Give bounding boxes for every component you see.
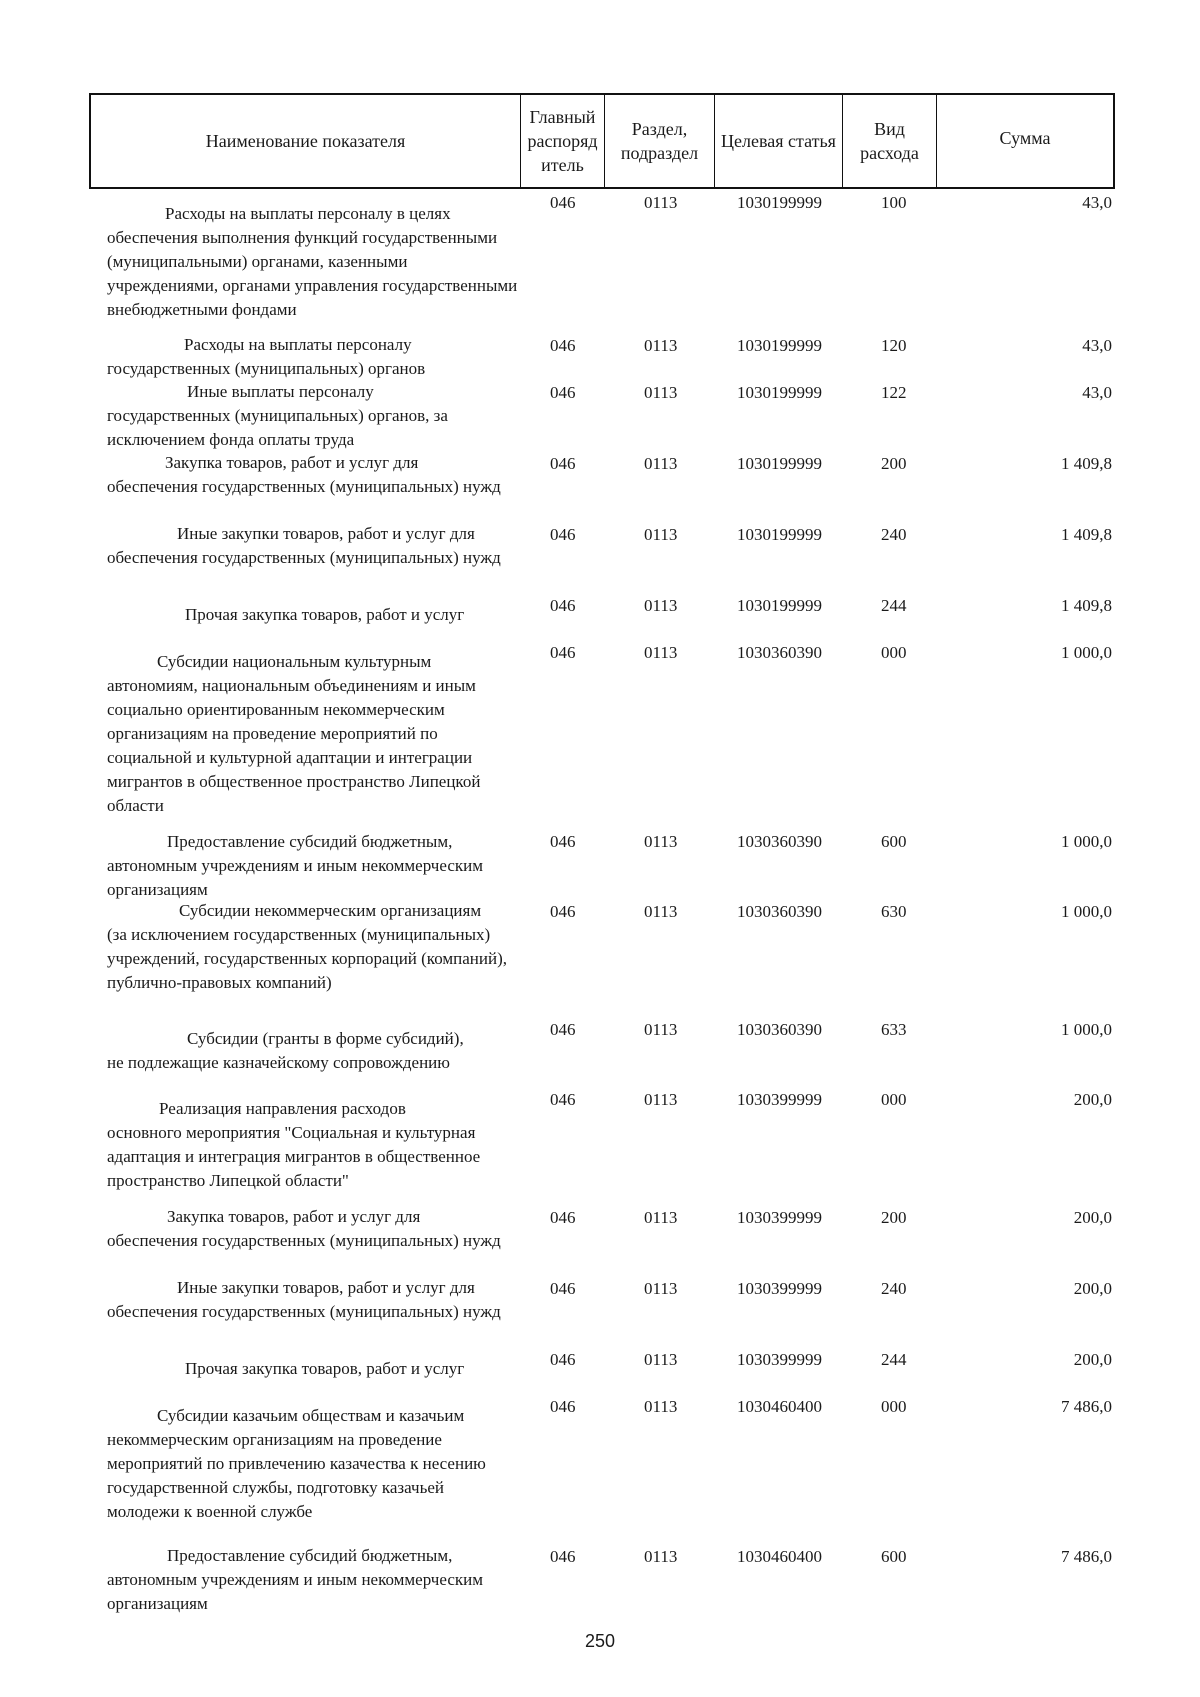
row-name-rest: государственных (муниципальных) органов [107, 359, 426, 378]
row-name-first-line: Расходы на выплаты персоналу в целях [165, 204, 451, 223]
row-name [107, 451, 519, 499]
row-main-manager: 046 [550, 1208, 576, 1227]
row-name-first-line: Субсидии казачьим обществам и казачьим [157, 1406, 465, 1425]
row-section: 0113 [644, 193, 678, 212]
row-main-manager: 046 [550, 193, 576, 212]
row-name-rest: обеспечения государственных (муниципальных) нужд [107, 1231, 501, 1250]
row-name [107, 603, 519, 627]
row-name [107, 1027, 519, 1075]
row-target: 1030360390 [737, 1020, 822, 1039]
row-type: 244 [881, 1350, 907, 1369]
row-target: 1030399999 [737, 1090, 822, 1109]
header-main-manager: Главный распоряд итель [521, 95, 605, 187]
row-section: 0113 [644, 1397, 678, 1416]
row-section: 0113 [644, 1090, 678, 1109]
row-target: 1030199999 [737, 383, 822, 402]
row-section: 0113 [644, 1020, 678, 1039]
row-name-first-line: Реализация направления расходов [159, 1099, 406, 1118]
row-name-first-line: Закупка товаров, работ и услуг для [165, 453, 419, 472]
row-type: 630 [881, 902, 907, 921]
page-number: 250 [584, 1631, 616, 1651]
row-name-rest: обеспечения государственных (муниципальных) нужд [107, 548, 501, 567]
row-name-first-line: Иные выплаты персоналу [187, 382, 374, 401]
row-target: 1030399999 [737, 1208, 822, 1227]
row-sum: 1 409,8 [1061, 454, 1112, 473]
row-target: 1030399999 [737, 1350, 822, 1369]
row-main-manager: 046 [550, 1279, 576, 1298]
row-main-manager: 046 [550, 525, 576, 544]
row-type: 122 [881, 383, 907, 402]
row-name-first-line: Закупка товаров, работ и услуг для [167, 1207, 421, 1226]
row-name-first-line: Предоставление субсидий бюджетным, [167, 1546, 453, 1565]
row-type: 200 [881, 1208, 907, 1227]
row-type: 000 [881, 1397, 907, 1416]
row-type: 120 [881, 336, 907, 355]
row-section: 0113 [644, 596, 678, 615]
row-main-manager: 046 [550, 454, 576, 473]
row-section: 0113 [644, 643, 678, 662]
row-sum: 43,0 [1082, 336, 1112, 355]
row-section: 0113 [644, 1279, 678, 1298]
row-sum: 43,0 [1082, 383, 1112, 402]
row-section: 0113 [644, 454, 678, 473]
row-main-manager: 046 [550, 1090, 576, 1109]
row-type: 000 [881, 643, 907, 662]
row-sum: 1 000,0 [1061, 832, 1112, 851]
row-sum: 1 000,0 [1061, 902, 1112, 921]
row-name-first-line: Иные закупки товаров, работ и услуг для [177, 524, 475, 543]
row-section: 0113 [644, 1208, 678, 1227]
row-name-first-line: Субсидии некоммерческим организациям [179, 901, 482, 920]
row-type: 244 [881, 596, 907, 615]
row-main-manager: 046 [550, 596, 576, 615]
header-target: Целевая статья [715, 95, 843, 187]
header-sum: Сумма [999, 128, 1051, 148]
row-name [107, 333, 519, 381]
row-name [107, 1097, 519, 1193]
row-sum: 7 486,0 [1061, 1397, 1112, 1416]
row-main-manager: 046 [550, 832, 576, 851]
row-type: 000 [881, 1090, 907, 1109]
row-name [107, 1205, 519, 1253]
row-type: 633 [881, 1020, 907, 1039]
row-name [107, 830, 519, 902]
row-sum: 43,0 [1082, 193, 1112, 212]
row-target: 1030199999 [737, 596, 822, 615]
row-section: 0113 [644, 1350, 678, 1369]
row-name [107, 1357, 519, 1381]
row-name-rest: государственных (муниципальных) органов, за исключением фонда оплаты труда [107, 406, 448, 449]
row-sum: 1 409,8 [1061, 596, 1112, 615]
row-name [107, 1544, 519, 1616]
row-name [107, 202, 519, 322]
row-name-first-line: Прочая закупка товаров, работ и услуг [185, 605, 465, 624]
row-section: 0113 [644, 336, 678, 355]
row-name [107, 650, 519, 818]
header-type: Вид расхода [843, 95, 937, 187]
row-main-manager: 046 [550, 643, 576, 662]
row-name-first-line: Субсидии национальным культурным [157, 652, 432, 671]
row-type: 240 [881, 1279, 907, 1298]
row-sum: 1 000,0 [1061, 643, 1112, 662]
header-name: Наименование показателя [91, 95, 521, 187]
row-type: 240 [881, 525, 907, 544]
table-header [89, 93, 1115, 189]
header-section: Раздел, подраздел [605, 95, 715, 187]
row-name-rest: основного мероприятия "Социальная и культурная адаптация и интеграция мигрантов в общественное пространство Липецкой области" [107, 1123, 481, 1190]
row-type: 600 [881, 832, 907, 851]
row-name [107, 1276, 519, 1324]
row-main-manager: 046 [550, 383, 576, 402]
row-main-manager: 046 [550, 1547, 576, 1566]
row-target: 1030460400 [737, 1547, 822, 1566]
row-sum: 200,0 [1073, 1279, 1112, 1298]
row-name [107, 380, 519, 452]
row-type: 200 [881, 454, 907, 473]
row-name-first-line: Прочая закупка товаров, работ и услуг [185, 1359, 465, 1378]
row-name-rest: (за исключением государственных (муниципальных) учреждений, государственных корпораций (компаний), публично-правовых компаний) [107, 925, 507, 992]
row-target: 1030360390 [737, 643, 822, 662]
row-name-first-line: Иные закупки товаров, работ и услуг для [177, 1278, 475, 1297]
row-target: 1030199999 [737, 336, 822, 355]
row-main-manager: 046 [550, 336, 576, 355]
row-target: 1030360390 [737, 832, 822, 851]
row-name-first-line: Расходы на выплаты персоналу [184, 335, 412, 354]
row-sum: 1 000,0 [1061, 1020, 1112, 1039]
row-sum: 200,0 [1073, 1090, 1112, 1109]
row-sum: 200,0 [1073, 1350, 1112, 1369]
row-main-manager: 046 [550, 1350, 576, 1369]
row-name-rest: не подлежащие казначейскому сопровождению [107, 1053, 450, 1072]
row-section: 0113 [644, 832, 678, 851]
row-name-rest: обеспечения государственных (муниципальных) нужд [107, 477, 501, 496]
row-section: 0113 [644, 383, 678, 402]
row-target: 1030199999 [737, 525, 822, 544]
row-name-rest: автономным учреждениям и иным некоммерческим организациям [107, 1570, 483, 1613]
row-sum: 7 486,0 [1061, 1547, 1112, 1566]
row-name-rest: обеспечения государственных (муниципальных) нужд [107, 1302, 501, 1321]
row-target: 1030360390 [737, 902, 822, 921]
row-name-first-line: Субсидии (гранты в форме субсидий), [187, 1029, 464, 1048]
row-section: 0113 [644, 902, 678, 921]
row-target: 1030460400 [737, 1397, 822, 1416]
row-sum: 200,0 [1073, 1208, 1112, 1227]
row-name [107, 899, 519, 995]
row-name-rest: некоммерческим организациям на проведение мероприятий по привлечению казачества к несению государственной службы, подготовку казачьей молодежи к военной службе [107, 1430, 486, 1521]
row-name [107, 1404, 519, 1524]
row-target: 1030199999 [737, 454, 822, 473]
row-name-rest: автономиям, национальным объединениям и иным социально ориентированным некоммерческим организациям на проведение мероприятий по социальной и культурной адаптации и интеграции мигрантов в общественное пространство Липецкой области [107, 676, 481, 815]
row-section: 0113 [644, 525, 678, 544]
row-main-manager: 046 [550, 902, 576, 921]
row-target: 1030399999 [737, 1279, 822, 1298]
row-name-rest: обеспечения выполнения функций государственными (муниципальными) органами, казенными учреждениями, органами управления государственными внебюджетными фондами [107, 228, 518, 319]
row-name [107, 522, 519, 570]
row-name-first-line: Предоставление субсидий бюджетным, [167, 832, 453, 851]
row-name-rest: автономным учреждениям и иным некоммерческим организациям [107, 856, 483, 899]
row-type: 100 [881, 193, 907, 212]
row-sum: 1 409,8 [1061, 525, 1112, 544]
row-main-manager: 046 [550, 1397, 576, 1416]
row-section: 0113 [644, 1547, 678, 1566]
row-main-manager: 046 [550, 1020, 576, 1039]
row-target: 1030199999 [737, 193, 822, 212]
row-type: 600 [881, 1547, 907, 1566]
